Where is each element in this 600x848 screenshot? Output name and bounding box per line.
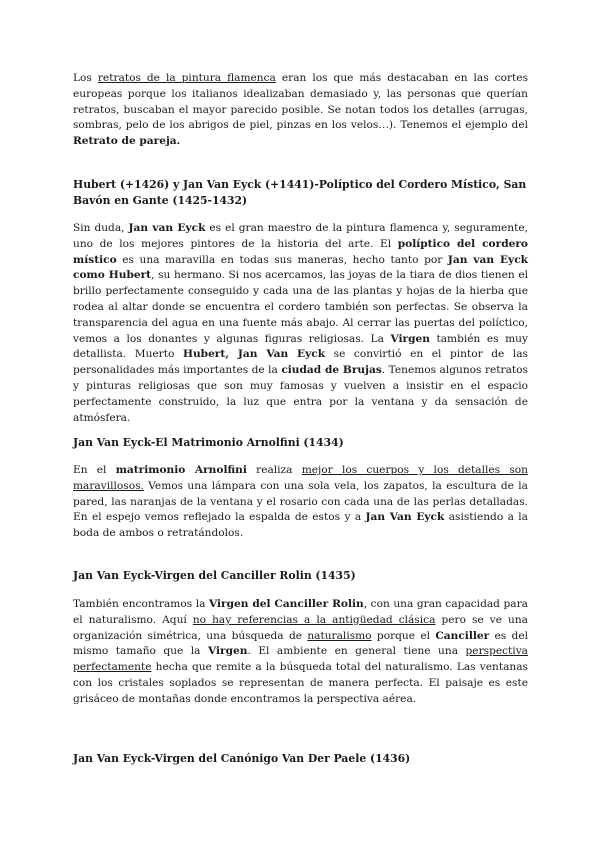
intro-paragraph: Los retratos de la pintura flamenca eran los que más destacaban en las cortes europeas porque los italianos idealizaban demasiado y, las personas que querían retratos, buscaban el mayor parecido posible. Se notan todos los detalles (arrugas, sombras, pelo de los abrigos de piel, pinzas en los velos…). Tenemos el ejemplo del Retrato de pareja. xyxy=(73,72,528,148)
section-heading-poliptico: Hubert (+1426) y Jan Van Eyck (+1441)-Políptico del Cordero Místico, San Bavón en Gante (1425-1432) xyxy=(73,178,527,207)
section-heading-arnolfini: Jan Van Eyck-El Matrimonio Arnolfini (1434) xyxy=(73,436,344,449)
section-heading-van-der-paele: Jan Van Eyck-Virgen del Canónigo Van Der Paele (1436) xyxy=(73,752,411,765)
link-retratos: retratos de la pintura flamenca xyxy=(97,72,276,84)
paragraph-rolin: También encontramos la Virgen del Canciller Rolin, con una gran capacidad para el naturalismo. Aquí no hay referencias a la antigüedad clásica pero se ve una organización simétrica, una búsqueda de naturalismo porque el Canciller es del mismo tamaño que la Virgen. El ambiente en general tiene una perspectiva perfectamente hecha que remite a la búsqueda total del naturalismo. Las ventanas con los cristales soplados se representan de manera perfecta. El paisaje es este grisáceo de montañas donde encontramos la perspectiva aérea. xyxy=(73,598,528,705)
section-heading-rolin: Jan Van Eyck-Virgen del Canciller Rolin (1435) xyxy=(73,569,356,582)
paragraph-poliptico: Sin duda, Jan van Eyck es el gran maestro de la pintura flamenca y, seguramente, uno de los mejores pintores de la historia del arte. El políptico del cordero místico es una maravilla en todas sus maneras, hecho tanto por Jan van Eyck como Hubert, su hermano. Si nos acercamos, las joyas de la tiara de dios tienen el brillo perfectamente conseguido y cada una de las plantas y hojas de la hierba que rodea al altar donde se encuentra el cordero también son perfectas. Se observa la transparencia del agua en una fuente más abajo. Al cerrar las puertas del políctico, vemos a los donantes y algunas figuras religiosas. La Virgen también es muy detallista. Muerto Hubert, Jan Van Eyck se convirtió en el pintor de las personalidades más importantes de la ciudad de Brujas. Tenemos algunos retratos y pinturas religiosas que son muy famosas y vuelven a insistir en el espacio perfectamente construido, la luz que entra por la ventana y da sensación de atmósfera. xyxy=(73,222,528,424)
paragraph-arnolfini: En el matrimonio Arnolfini realiza mejor los cuerpos y los detalles son maravillosos. Vemos una lámpara con una sola vela, los zapatos, la escultura de la pared, las naranjas de la ventana y el rosario con cada una de las perlas detalladas. En el espejo vemos reflejado la espalda de estos y a Jan Van Eyck asistiendo a la boda de ambos o retratándolos. xyxy=(73,464,528,540)
